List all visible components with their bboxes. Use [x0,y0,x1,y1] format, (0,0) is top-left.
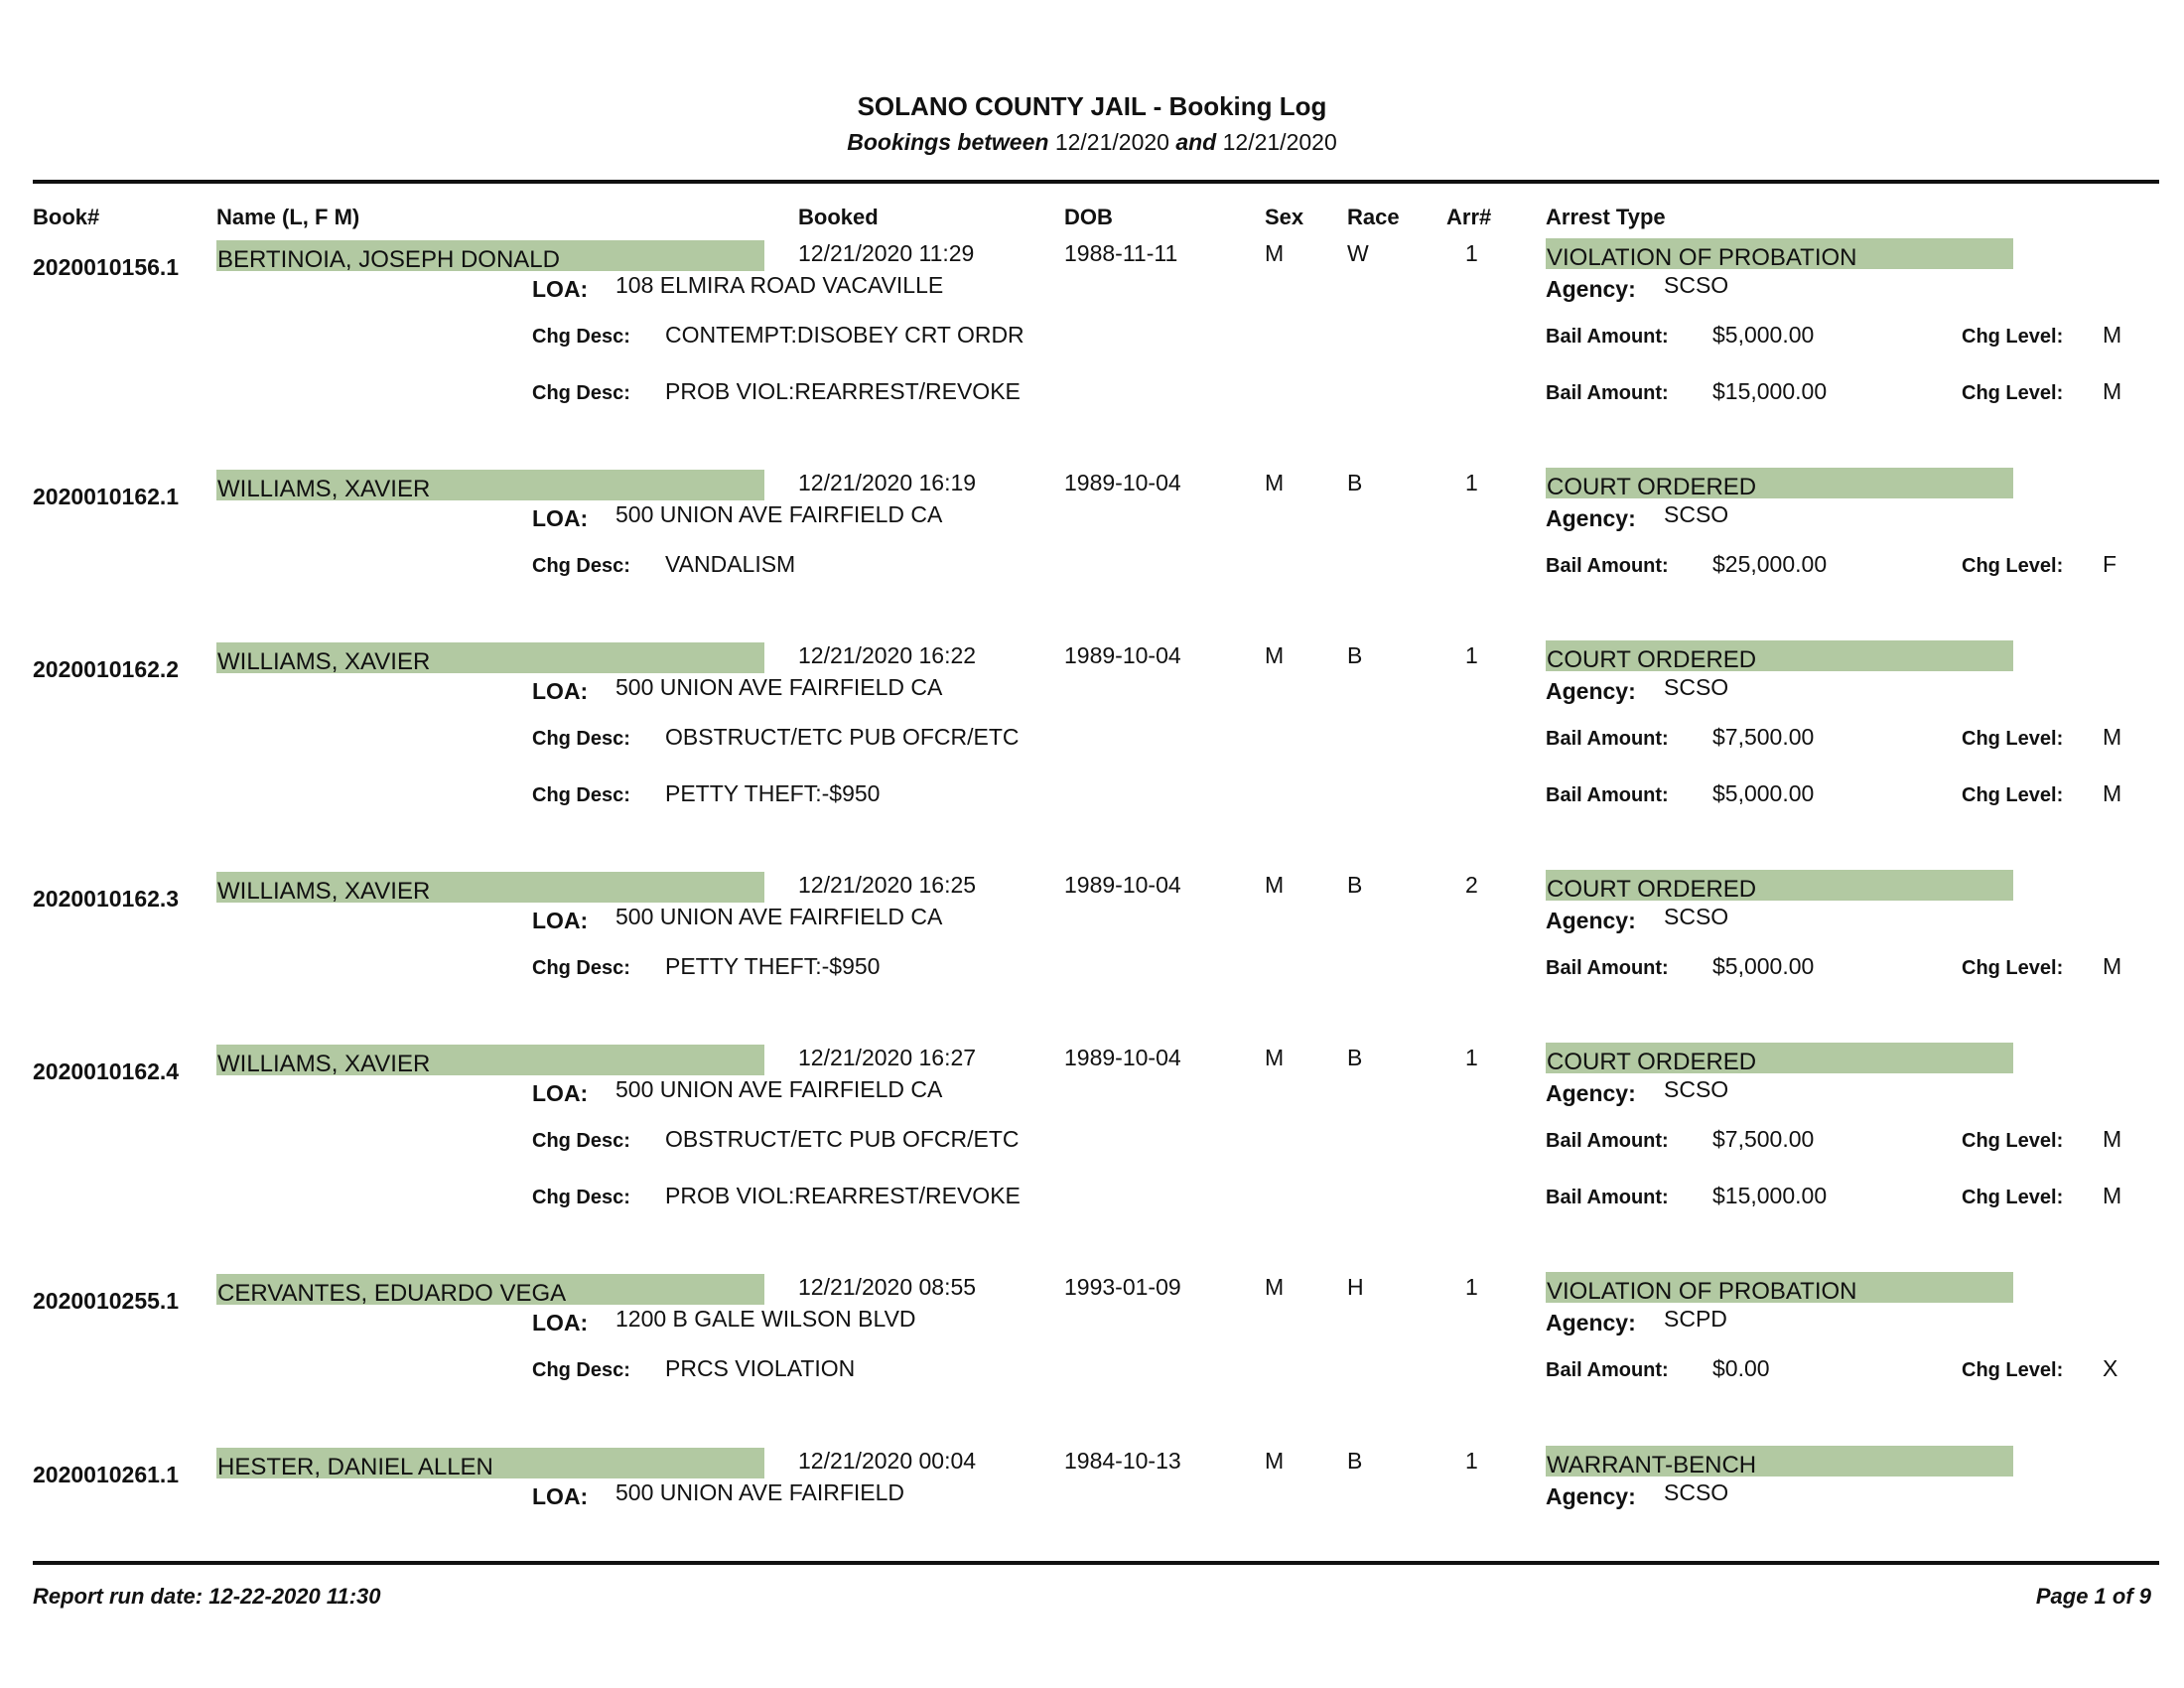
charge-level: X [2103,1355,2118,1381]
bail-amount-label: Bail Amount: [1546,1359,1669,1381]
chg-level-label: Chg Level: [1962,784,2064,806]
loa-label: LOA: [532,1483,589,1509]
loa-value: 500 UNION AVE FAIRFIELD CA [615,1076,943,1102]
charge-level: M [2103,953,2122,979]
booking-record [0,868,2184,1027]
inmate-name: WILLIAMS, XAVIER [217,1051,431,1077]
book-number: 2020010261.1 [33,1462,180,1487]
sex: M [1265,1448,1285,1474]
charge-level: M [2103,724,2122,750]
bail-amount-label: Bail Amount: [1546,1187,1669,1208]
bail-amount: $5,000.00 [1712,953,1815,979]
arrest-type: VIOLATION OF PROBATION [1547,1278,1857,1305]
agency-value: SCSO [1664,904,1729,929]
arrest-type-highlight [1546,870,2013,901]
chg-desc-label: Chg Desc: [532,382,630,404]
name-highlight [216,872,764,903]
bail-amount: $5,000.00 [1712,322,1815,348]
booked-datetime: 12/21/2020 00:04 [798,1448,977,1474]
chg-desc-label: Chg Desc: [532,1187,630,1208]
charge-description: PETTY THEFT:-$950 [665,953,881,979]
booking-record [0,1270,2184,1429]
loa-value: 1200 B GALE WILSON BLVD [615,1306,916,1332]
agency-label: Agency: [1546,908,1636,933]
booked-datetime: 12/21/2020 16:25 [798,872,977,898]
race: B [1347,1045,1363,1070]
chg-desc-label: Chg Desc: [532,957,630,979]
sex: M [1265,872,1285,898]
loa-label: LOA: [532,1080,589,1106]
charge-level: M [2103,322,2122,348]
bail-amount: $7,500.00 [1712,1126,1815,1152]
race: B [1347,872,1363,898]
arrest-count: 1 [1465,470,1478,495]
col-header-arr: Arr# [1446,205,1492,229]
agency-value: SCSO [1664,501,1729,527]
race: W [1347,240,1369,266]
sex: M [1265,1274,1285,1300]
arrest-type: COURT ORDERED [1547,876,1757,903]
bail-amount: $25,000.00 [1712,551,1828,577]
dob: 1989-10-04 [1064,1045,1181,1070]
col-header-race: Race [1347,205,1400,229]
loa-label: LOA: [532,276,589,302]
chg-desc-label: Chg Desc: [532,1130,630,1152]
chg-level-label: Chg Level: [1962,1359,2064,1381]
bail-amount: $15,000.00 [1712,378,1828,404]
agency-value: SCSO [1664,272,1729,298]
arrest-count: 1 [1465,1448,1478,1474]
loa-value: 500 UNION AVE FAIRFIELD CA [615,501,943,527]
booking-record [0,466,2184,625]
chg-level-label: Chg Level: [1962,326,2064,348]
arrest-count: 2 [1465,872,1478,898]
arrest-count: 1 [1465,1274,1478,1300]
agency-value: SCSO [1664,674,1729,700]
arrest-count: 1 [1465,642,1478,668]
dob: 1989-10-04 [1064,642,1181,668]
charge-level: F [2103,551,2117,577]
agency-label: Agency: [1546,1310,1636,1336]
race: B [1347,1448,1363,1474]
race: H [1347,1274,1364,1300]
chg-level-label: Chg Level: [1962,1187,2064,1208]
booking-record [0,1444,2184,1603]
footer-rule [33,1561,2159,1565]
dob: 1993-01-09 [1064,1274,1181,1300]
report-run-date: Report run date: 12-22-2020 11:30 [33,1584,381,1609]
bail-amount-label: Bail Amount: [1546,728,1669,750]
inmate-name: CERVANTES, EDUARDO VEGA [217,1280,567,1307]
arrest-type: VIOLATION OF PROBATION [1547,244,1857,271]
inmate-name: HESTER, DANIEL ALLEN [217,1454,493,1480]
bail-amount-label: Bail Amount: [1546,555,1669,577]
header-rule [33,180,2159,184]
subtitle-and: and [1175,129,1217,155]
name-highlight [216,642,764,673]
booking-record [0,638,2184,806]
book-number: 2020010255.1 [33,1288,180,1314]
charge-level: M [2103,780,2122,806]
loa-label: LOA: [532,1310,589,1336]
agency-label: Agency: [1546,1080,1636,1106]
sex: M [1265,1045,1285,1070]
agency-label: Agency: [1546,505,1636,531]
col-header-arrest-type: Arrest Type [1546,205,1666,229]
booked-datetime: 12/21/2020 08:55 [798,1274,977,1300]
bail-amount-label: Bail Amount: [1546,784,1669,806]
bail-amount-label: Bail Amount: [1546,326,1669,348]
book-number: 2020010162.4 [33,1058,180,1084]
bail-amount: $7,500.00 [1712,724,1815,750]
arrest-type-highlight [1546,468,2013,498]
arrest-type: COURT ORDERED [1547,646,1757,673]
col-header-name: Name (L, F M) [216,205,360,229]
booking-record [0,1041,2184,1208]
inmate-name: WILLIAMS, XAVIER [217,878,431,905]
charge-description: PRCS VIOLATION [665,1355,856,1381]
booked-datetime: 12/21/2020 16:19 [798,470,977,495]
inmate-name: BERTINOIA, JOSEPH DONALD [217,246,560,273]
chg-desc-label: Chg Desc: [532,1359,630,1381]
charge-level: M [2103,1183,2122,1208]
name-highlight [216,470,764,500]
agency-label: Agency: [1546,678,1636,704]
agency-label: Agency: [1546,276,1636,302]
sex: M [1265,470,1285,495]
race: B [1347,470,1363,495]
arrest-type: COURT ORDERED [1547,1049,1757,1075]
chg-level-label: Chg Level: [1962,555,2064,577]
bail-amount-label: Bail Amount: [1546,382,1669,404]
dob: 1989-10-04 [1064,872,1181,898]
charge-description: CONTEMPT:DISOBEY CRT ORDR [665,322,1024,348]
col-header-book: Book# [33,205,100,229]
race: B [1347,642,1363,668]
arrest-type-highlight [1546,238,2013,269]
loa-value: 500 UNION AVE FAIRFIELD [615,1479,905,1505]
arrest-type-highlight [1546,1043,2013,1073]
charge-description: PROB VIOL:REARREST/REVOKE [665,1183,1021,1208]
booked-datetime: 12/21/2020 11:29 [798,240,975,266]
agency-value: SCSO [1664,1076,1729,1102]
charge-description: OBSTRUCT/ETC PUB OFCR/ETC [665,724,1020,750]
loa-label: LOA: [532,678,589,704]
report-subtitle [0,129,2184,156]
date-from: 12/21/2020 [1054,129,1169,155]
bail-amount: $15,000.00 [1712,1183,1828,1208]
chg-level-label: Chg Level: [1962,728,2064,750]
charge-level: M [2103,378,2122,404]
inmate-name: WILLIAMS, XAVIER [217,648,431,675]
book-number: 2020010162.1 [33,484,180,509]
page-number: Page 1 of 9 [2035,1584,2151,1609]
chg-level-label: Chg Level: [1962,382,2064,404]
loa-value: 500 UNION AVE FAIRFIELD CA [615,674,943,700]
chg-desc-label: Chg Desc: [532,784,630,806]
arrest-type-highlight [1546,640,2013,671]
chg-level-label: Chg Level: [1962,1130,2064,1152]
booked-datetime: 12/21/2020 16:22 [798,642,977,668]
name-highlight [216,240,764,271]
chg-desc-label: Chg Desc: [532,326,630,348]
booked-datetime: 12/21/2020 16:27 [798,1045,977,1070]
chg-desc-label: Chg Desc: [532,728,630,750]
bail-amount-label: Bail Amount: [1546,1130,1669,1152]
name-highlight [216,1448,764,1478]
charge-level: M [2103,1126,2122,1152]
charge-description: PROB VIOL:REARREST/REVOKE [665,378,1021,404]
loa-label: LOA: [532,908,589,933]
arrest-type: WARRANT-BENCH [1547,1452,1757,1478]
arrest-type-highlight [1546,1446,2013,1477]
bail-amount: $5,000.00 [1712,780,1815,806]
arrest-type-highlight [1546,1272,2013,1303]
date-to: 12/21/2020 [1222,129,1337,155]
name-highlight [216,1274,764,1305]
bail-amount-label: Bail Amount: [1546,957,1669,979]
agency-value: SCPD [1664,1306,1727,1332]
chg-level-label: Chg Level: [1962,957,2064,979]
col-header-sex: Sex [1265,205,1304,229]
bail-amount: $0.00 [1712,1355,1770,1381]
sex: M [1265,240,1285,266]
name-highlight [216,1045,764,1075]
dob: 1989-10-04 [1064,470,1181,495]
inmate-name: WILLIAMS, XAVIER [217,476,431,502]
arrest-count: 1 [1465,240,1478,266]
loa-value: 108 ELMIRA ROAD VACAVILLE [615,272,944,298]
book-number: 2020010156.1 [33,254,180,280]
booking-record [0,236,2184,404]
loa-label: LOA: [532,505,589,531]
agency-label: Agency: [1546,1483,1636,1509]
agency-value: SCSO [1664,1479,1729,1505]
subtitle-prefix: Bookings between [847,129,1049,155]
charge-description: VANDALISM [665,551,796,577]
dob: 1984-10-13 [1064,1448,1181,1474]
charge-description: OBSTRUCT/ETC PUB OFCR/ETC [665,1126,1020,1152]
charge-description: PETTY THEFT:-$950 [665,780,881,806]
sex: M [1265,642,1285,668]
book-number: 2020010162.2 [33,656,180,682]
arrest-type: COURT ORDERED [1547,474,1757,500]
col-header-booked: Booked [798,205,879,229]
dob: 1988-11-11 [1064,240,1178,266]
book-number: 2020010162.3 [33,886,180,912]
report-title: SOLANO COUNTY JAIL - Booking Log [857,91,1327,121]
arrest-count: 1 [1465,1045,1478,1070]
col-header-dob: DOB [1064,205,1113,229]
chg-desc-label: Chg Desc: [532,555,630,577]
loa-value: 500 UNION AVE FAIRFIELD CA [615,904,943,929]
